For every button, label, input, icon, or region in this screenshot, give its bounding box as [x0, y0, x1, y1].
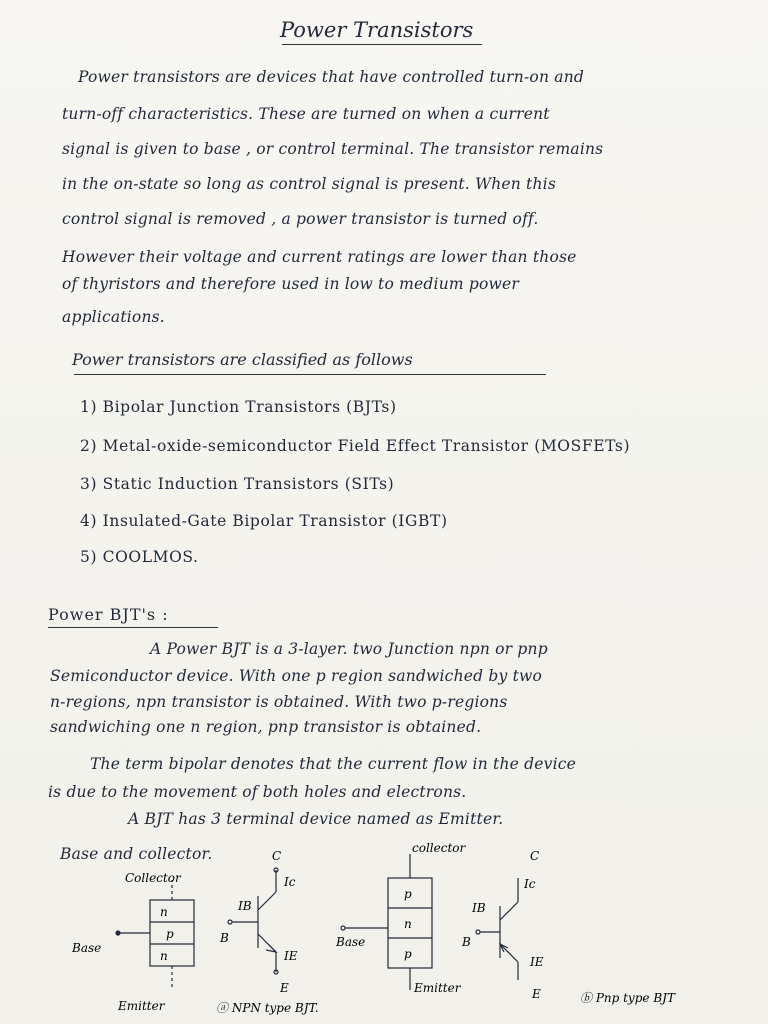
pnp-emitter-label: Emitter	[414, 981, 461, 995]
pnp-collector-label: collector	[412, 841, 466, 855]
npn-caption: ⓐ NPN type BJT.	[216, 1001, 319, 1015]
pnp-layer-label: p	[404, 887, 412, 901]
npn-c-symbol: C	[272, 849, 282, 863]
npn-ie-symbol: IE	[284, 949, 298, 963]
intro-line: signal is given to base , or control terminal. The transistor remains	[62, 140, 604, 158]
npn-symbol	[228, 868, 278, 974]
intro-line: However their voltage and current ratings are lower than those	[62, 248, 577, 266]
npn-e-symbol: E	[280, 981, 289, 995]
npn-base-label: Base	[72, 941, 102, 955]
npn-layer-label: n	[160, 949, 168, 963]
classification-heading: Power transistors are classified as follows	[72, 350, 413, 369]
bjt-line: A Power BJT is a 3-layer. two Junction npn or pnp	[150, 640, 548, 658]
npn-ic-symbol: Ic	[284, 875, 296, 889]
pnp-e-symbol: E	[532, 987, 541, 1001]
npn-ib-symbol: IB	[238, 899, 252, 913]
type-item: 2) Metal-oxide-semiconductor Field Effect Transistor (MOSFETs)	[80, 437, 631, 455]
type-item: 3) Static Induction Transistors (SITs)	[80, 475, 395, 493]
pnp-ic-symbol: Ic	[524, 877, 536, 891]
intro-line: of thyristors and therefore used in low to medium power	[62, 275, 520, 293]
npn-structure	[116, 880, 194, 990]
type-item: 4) Insulated-Gate Bipolar Transistor (IGBT)	[80, 512, 448, 530]
pnp-ie-symbol: IE	[530, 955, 544, 969]
pnp-ib-symbol: IB	[472, 901, 486, 915]
npn-b-symbol: B	[220, 931, 229, 945]
pnp-layer-label: p	[404, 947, 412, 961]
bjt-line: n-regions, npn transistor is obtained. With two p-regions	[50, 693, 508, 711]
bjt-line: Base and collector.	[60, 845, 213, 863]
intro-line: control signal is removed , a power transistor is turned off.	[62, 210, 539, 228]
bjt-line: sandwiching one n region, pnp transistor is obtained.	[50, 718, 482, 736]
pnp-b-symbol: B	[462, 935, 471, 949]
bjt-heading-underline	[48, 627, 218, 628]
bjt-line: is due to the movement of both holes and electrons.	[48, 783, 467, 801]
npn-layer-label: p	[166, 927, 174, 941]
npn-layer-label: n	[160, 905, 168, 919]
title-underline	[282, 44, 482, 45]
bjt-line: The term bipolar denotes that the current flow in the device	[90, 755, 576, 773]
pnp-base-label: Base	[336, 935, 366, 949]
bjt-heading: Power BJT's :	[48, 605, 169, 624]
bjt-diagrams	[0, 840, 768, 1024]
pnp-caption: ⓑ Pnp type BJT	[580, 991, 675, 1005]
intro-line: applications.	[62, 308, 165, 326]
bjt-line: Semiconductor device. With one p region sandwiched by two	[50, 667, 543, 685]
classification-underline	[74, 374, 546, 375]
pnp-structure	[341, 854, 432, 990]
intro-line: Power transistors are devices that have controlled turn-on and	[78, 68, 585, 86]
pnp-layer-label: n	[404, 917, 412, 931]
bjt-line: A BJT has 3 terminal device named as Emitter.	[128, 810, 504, 828]
intro-line: in the on-state so long as control signal is present. When this	[62, 175, 556, 193]
pnp-symbol	[476, 878, 518, 980]
intro-line: turn-off characteristics. These are turned on when a current	[62, 105, 550, 123]
npn-collector-label: Collector	[125, 871, 181, 885]
npn-emitter-label: Emitter	[118, 999, 165, 1013]
type-item: 1) Bipolar Junction Transistors (BJTs)	[80, 398, 397, 416]
pnp-c-symbol: C	[530, 849, 540, 863]
page-title: Power Transistors	[280, 18, 474, 42]
type-item: 5) COOLMOS.	[80, 548, 199, 566]
